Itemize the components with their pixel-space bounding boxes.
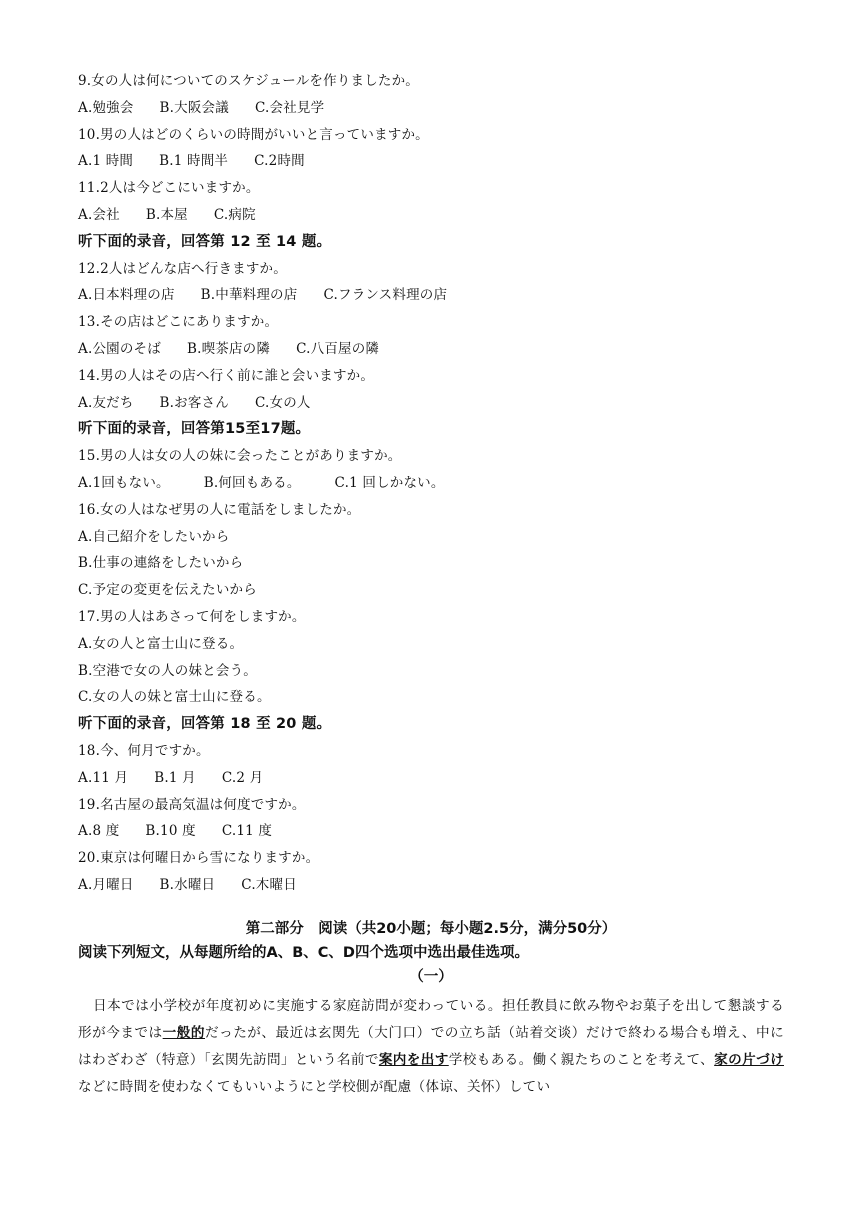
option-b: B.お客さん [159,394,229,411]
question-text: 12.2人はどんな店へ行きますか。 [78,260,287,277]
option-c: C.予定の変更を伝えたいから [78,582,257,599]
option-b: B.仕事の連絡をしたいから [78,555,244,572]
spacer [78,899,784,917]
question-text: 13.その店はどこにありますか。 [78,314,279,331]
underlined-phrase: 家の片づけ [714,1051,784,1068]
option-c: C.フランス料理の店 [323,287,448,304]
option-a: A.友だち [78,394,134,411]
option-a: A.自己紹介をしたいから [78,528,230,545]
part2-instructions: 阅读下列短文，从每题所给的A、B、C、D四个选项中选出最佳选项。 [78,944,529,961]
question-text: 10.男の人はどのくらいの時間がいいと言っていますか。 [78,126,429,143]
option-c: C.11 度 [221,823,273,840]
option-a: A.1回もない。 [78,474,170,491]
question-15 [78,443,784,497]
question-text: 9.女の人は何についてのスケジュールを作りましたか。 [78,73,419,89]
question-19 [78,792,784,846]
question-9 [78,68,784,122]
option-b: B.1 時間半 [159,153,229,170]
option-c: C.会社見学 [254,99,325,116]
question-text: 16.女の人はなぜ男の人に電話をしましたか。 [78,501,361,518]
question-text: 20.東京は何曜日から雪になりますか。 [78,850,320,867]
question-11 [78,175,784,229]
option-c: C.木曜日 [241,876,297,893]
question-text: 15.男の人は女の人の妹に会ったことがありますか。 [78,448,402,465]
option-b: B.中華料理の店 [200,287,298,304]
section-heading-15-17: 听下面的录音，回答第15至17题。 [78,421,311,438]
question-text: 17.男の人はあさって何をしますか。 [78,608,306,625]
question-text: 19.名古屋の最高気温は何度ですか。 [78,796,306,813]
passage-segment: 日本では小学校が年度初めに実施する家庭訪問が変わっている。担任教員に飲み物やお菓子を出して懇談する形が今までは [78,997,784,1041]
option-b: B.大阪会議 [159,99,229,116]
question-16 [78,497,784,604]
option-c: C.1 回しかない。 [334,474,445,491]
option-b: B.空港で女の人の妹と会う。 [78,662,258,679]
option-b: B.喫茶店の隣 [186,340,271,357]
options [78,390,784,417]
options [78,148,784,175]
question-text: 11.2人は今どこにいますか。 [78,180,260,197]
option-c: C.女の人の妹と富士山に登る。 [78,689,271,706]
option-a: A.日本料理の店 [78,287,175,304]
option-a: A.8 度 [78,823,120,840]
options [78,470,784,497]
options [78,765,784,792]
underlined-phrase: 案内を出す [378,1051,449,1068]
option-b: B.水曜日 [159,876,216,893]
exam-page [78,68,784,1101]
part2-title: 第二部分 阅读（共20小题；每小题2.5分，满分50分） [245,920,617,937]
question-17 [78,604,784,711]
option-a: A.月曜日 [78,876,134,893]
passage-segment: などに時間を使わなくてもいいようにと学校側が配慮（体谅、关怀）してい [78,1078,551,1095]
option-c: C.八百屋の隣 [296,340,380,357]
passage-segment: 学校もある。働く親たちのことを考えて、 [448,1051,715,1068]
question-text: 18.今、何月ですか。 [78,742,210,759]
question-13 [78,309,784,363]
options [78,336,784,363]
passage-text [78,993,784,1101]
option-a: A.会社 [78,206,120,223]
option-b: B.10 度 [145,823,196,840]
options [78,202,784,229]
question-12 [78,256,784,310]
option-c: C.2 月 [221,769,264,786]
option-b: B.本屋 [145,206,188,223]
options [78,95,784,122]
option-a: A.11 月 [78,769,129,786]
option-a: A.1 時間 [78,153,134,170]
option-c: C.2時間 [254,153,305,170]
question-20 [78,845,784,899]
question-text: 14.男の人はその店へ行く前に誰と会いますか。 [78,367,375,384]
options [78,872,784,899]
option-a: A.勉強会 [78,99,134,116]
option-b: B.1 月 [154,769,196,786]
options [78,818,784,845]
option-c: C.女の人 [254,394,311,411]
underlined-phrase: 一般的 [162,1024,205,1041]
options [78,282,784,309]
option-c: C.病院 [213,206,256,223]
section-heading-12-14: 听下面的录音，回答第 12 至 14 题。 [78,233,332,250]
option-a: A.女の人と富士山に登る。 [78,635,244,652]
option-b: B.何回もある。 [203,474,301,491]
question-18 [78,738,784,792]
passage-number: （一） [409,968,453,985]
question-10 [78,122,784,176]
section-heading-18-20: 听下面的录音，回答第 18 至 20 题。 [78,716,332,733]
option-a: A.公園のそば [78,340,161,357]
passage-segment: だったが、最近は玄関先（大门口）での立ち話（站着交谈）だけで終わる場合も増え、中にはわざわざ（特意）「玄関先訪問」という名前で [78,1024,784,1068]
question-14 [78,363,784,417]
